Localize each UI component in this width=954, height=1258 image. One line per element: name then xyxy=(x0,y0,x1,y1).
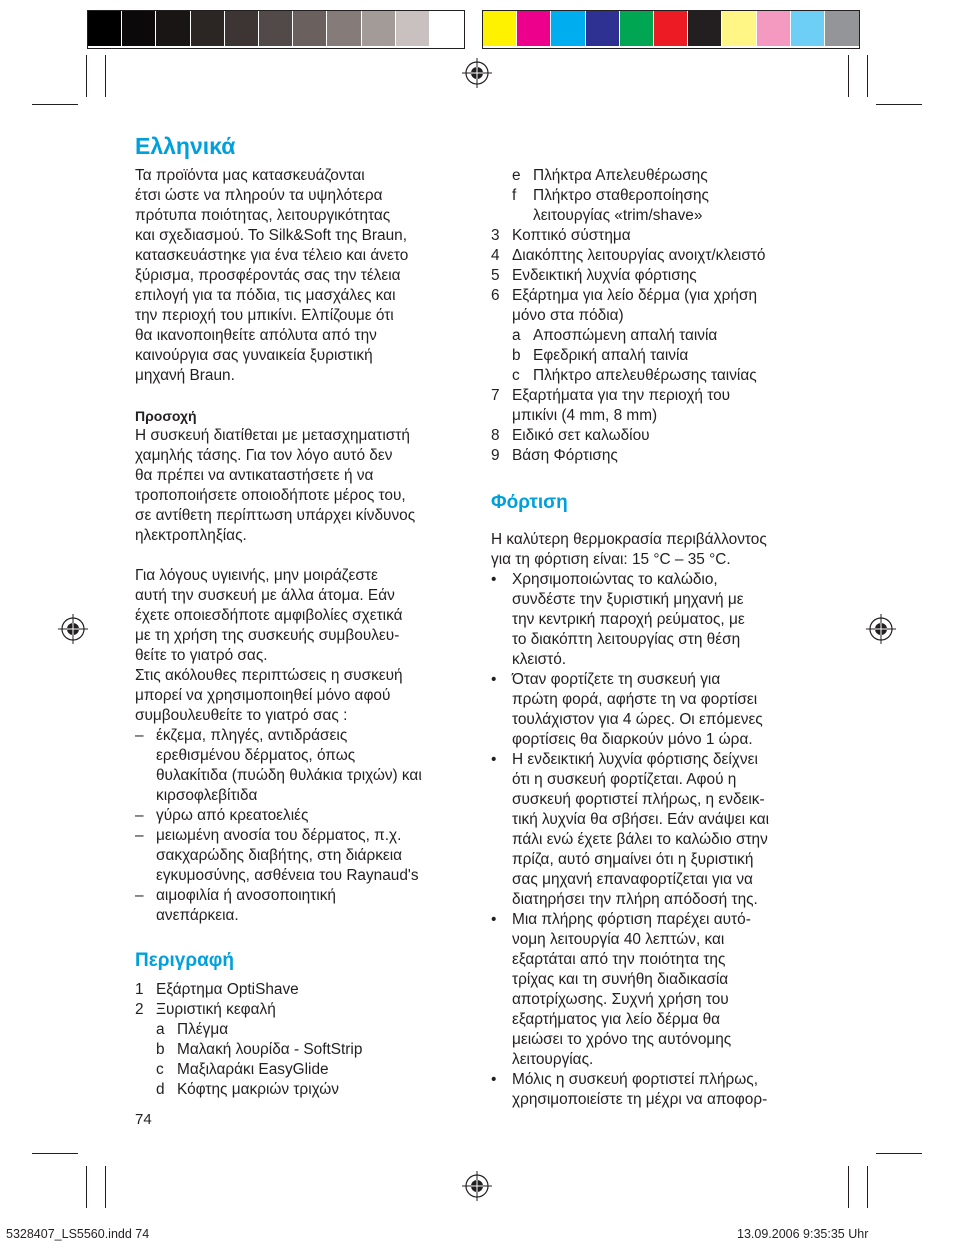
text-line: σε αντίθετη περίπτωση υπάρχει κίνδυνος xyxy=(135,507,416,524)
charging-bullet xyxy=(491,750,831,770)
description-heading: Περιγραφή xyxy=(135,950,234,971)
list-item-text: Ειδικό σετ καλωδίου xyxy=(512,427,650,444)
charging-bullet xyxy=(491,1070,831,1090)
list-marker: e xyxy=(512,167,521,184)
list-item-text: Βάση Φόρτισης xyxy=(512,447,618,464)
list-item-continuation: τουλάχιστον για 4 ώρες. Οι επόμενες xyxy=(512,711,763,728)
footer-file-info: 5328407_LS5560.indd 74 xyxy=(6,1227,150,1241)
charging-bullet xyxy=(491,670,831,690)
list-marker: b xyxy=(156,1041,165,1058)
list-item-text: Αποσπώμενη απαλή ταινία xyxy=(533,327,718,344)
description-item xyxy=(491,326,831,346)
text-line: θα ικανοποιηθείτε απόλυτα από την xyxy=(135,327,377,344)
list-marker: 6 xyxy=(491,287,500,304)
text-line: πρότυπα ποιότητας, λειτουργικότητας xyxy=(135,207,391,224)
grayscale-swatch xyxy=(293,11,327,46)
text-line: κατασκευάστηκε για ένα τέλειο και άνετο xyxy=(135,247,409,264)
list-item-text: Μόλις η συσκευή φορτιστεί πλήρως, xyxy=(512,1071,759,1088)
description-item xyxy=(491,366,831,386)
color-swatch xyxy=(791,11,825,46)
color-swatch xyxy=(825,11,859,46)
list-marker: b xyxy=(512,347,521,364)
text-line: ηλεκτροπληξίας. xyxy=(135,527,247,544)
list-marker: 5 xyxy=(491,267,500,284)
list-item-continuation: σακχαρώδης διαβήτης, στη διάρκεια xyxy=(156,847,403,864)
list-marker: – xyxy=(135,807,144,824)
list-item-text: έκζεμα, πληγές, αντιδράσεις xyxy=(156,727,348,744)
list-item-text: Εξαρτήματα για την περιοχή του xyxy=(512,387,731,404)
list-item-text: Πλήκτρα Απελευθέρωσης xyxy=(533,167,708,184)
contraindication-item xyxy=(135,826,475,846)
crop-mark xyxy=(32,104,78,105)
grayscale-swatch xyxy=(362,11,396,46)
description-item xyxy=(491,386,831,406)
list-item-continuation: σας μηχανή επαναφορτίζεται για να xyxy=(512,871,753,888)
crop-mark xyxy=(876,1153,922,1154)
page-title: Ελληνικά xyxy=(135,133,236,159)
list-item-continuation: πρώτη φορά, αφήστε τη να φορτίσει xyxy=(512,691,758,708)
registration-mark-icon xyxy=(866,614,896,644)
left-column xyxy=(135,166,475,1100)
list-item-continuation: τική λυχνία θα σβήσει. Εάν ανάψει και xyxy=(512,811,770,828)
color-swatch xyxy=(620,11,654,46)
list-item-continuation: χρησιμοποιείστε τη μέχρι να αποφορ- xyxy=(512,1091,768,1108)
color-swatch xyxy=(517,11,551,46)
list-item-text: Μια πλήρης φόρτιση παρέχει αυτό- xyxy=(512,911,751,928)
registration-mark-icon xyxy=(462,1171,492,1201)
description-item xyxy=(491,426,831,446)
charging-heading: Φόρτιση xyxy=(491,492,568,513)
list-item-continuation: μπικίνι (4 mm, 8 mm) xyxy=(512,407,658,424)
list-item-continuation: συνδέστε την ξυριστική μηχανή με xyxy=(512,591,744,608)
list-item-continuation: τρίχας και τη συνήθη διαδικασία xyxy=(512,971,729,988)
list-item-continuation: λειτουργίας «trim/shave» xyxy=(533,207,703,224)
list-marker: • xyxy=(491,911,497,928)
description-item xyxy=(491,246,831,266)
description-item xyxy=(135,1000,475,1020)
grayscale-swatch xyxy=(88,11,122,46)
crop-mark xyxy=(848,1166,849,1208)
list-item-continuation: ότι η συσκευή φορτίζεται. Αφού η xyxy=(512,771,737,788)
description-item xyxy=(491,446,831,466)
charging-intro xyxy=(491,530,831,570)
list-item-continuation: εγκυμοσύνης, ασθένεια του Raynaud's xyxy=(156,867,419,884)
text-line: έχετε οποιεσδήποτε αμφιβολίες σχετικά xyxy=(135,607,403,624)
list-item-continuation: πρίζα, αυτό σημαίνει ότι η ξυριστική xyxy=(512,851,754,868)
text-line: θα πρέπει να αντικαταστήσετε ή να xyxy=(135,467,374,484)
text-line: Η συσκευή διατίθεται με μετασχηματιστή xyxy=(135,427,410,444)
crop-mark xyxy=(867,1166,868,1208)
list-marker: 8 xyxy=(491,427,500,444)
intro-paragraph xyxy=(135,166,475,386)
text-line: χαμηλής τάσης. Για τον λόγο αυτό δεν xyxy=(135,447,393,464)
grayscale-color-bar xyxy=(87,10,465,49)
color-swatch xyxy=(586,11,620,46)
list-marker: – xyxy=(135,827,144,844)
text-line: επιλογή για τα πόδια, τις μασχάλες και xyxy=(135,287,396,304)
list-item-text: Χρησιμοποιώντας το καλώδιο, xyxy=(512,571,718,588)
list-item-continuation: εξαρτήματος για λείο δέρμα θα xyxy=(512,1011,721,1028)
right-column xyxy=(491,166,831,1110)
crop-mark xyxy=(32,1153,78,1154)
list-item-continuation: διατηρήσει την πλήρη απόδοσή της. xyxy=(512,891,758,908)
text-line: την περιοχή του μπικίνι. Ελπίζουμε ότι xyxy=(135,307,394,324)
list-marker: – xyxy=(135,727,144,744)
list-item-text: Πλήκτρο απελευθέρωσης ταινίας xyxy=(533,367,757,384)
color-swatch xyxy=(688,11,722,46)
hygiene-paragraph xyxy=(135,566,475,726)
list-marker: • xyxy=(491,751,497,768)
description-item xyxy=(135,1080,475,1100)
description-item xyxy=(491,226,831,246)
description-item xyxy=(491,346,831,366)
grayscale-swatch xyxy=(225,11,259,46)
list-item-continuation: κιρσοφλεβίτιδα xyxy=(156,787,258,804)
process-color-bar xyxy=(482,10,860,49)
color-swatch xyxy=(722,11,756,46)
list-marker: a xyxy=(512,327,521,344)
list-item-text: Μαξιλαράκι EasyGlide xyxy=(177,1061,329,1078)
list-item-text: Εφεδρική απαλή ταινία xyxy=(533,347,689,364)
list-item-text: Πλήκτρο σταθεροποίησης xyxy=(533,187,709,204)
grayscale-swatch xyxy=(259,11,293,46)
crop-mark xyxy=(105,55,106,97)
list-marker: • xyxy=(491,1071,497,1088)
text-line: τροποποιήσετε οποιοδήποτε μέρος του, xyxy=(135,487,406,504)
list-item-continuation: εξαρτάται από την ποιότητα της xyxy=(512,951,726,968)
list-marker: • xyxy=(491,571,497,588)
list-item-continuation: πάλι ενώ έχετε βάλει το καλώδιο στην xyxy=(512,831,768,848)
list-marker: 7 xyxy=(491,387,500,404)
charging-bullet xyxy=(491,570,831,590)
list-item-continuation: συσκευή φορτιστεί πλήρως, η ενδεικ- xyxy=(512,791,765,808)
list-marker: c xyxy=(156,1061,164,1078)
contraindication-item xyxy=(135,886,475,906)
list-marker: d xyxy=(156,1081,165,1098)
crop-mark xyxy=(876,104,922,105)
list-item-text: Πλέγμα xyxy=(177,1021,229,1038)
text-line: Τα προϊόντα μας κατασκευάζονται xyxy=(135,167,365,184)
description-item xyxy=(135,1020,475,1040)
list-item-continuation: κλειστό. xyxy=(512,651,567,668)
grayscale-swatch xyxy=(396,11,430,46)
grayscale-swatch xyxy=(191,11,225,46)
list-marker: f xyxy=(512,187,517,204)
list-item-continuation: το διακόπτη λειτουργίας στη θέση xyxy=(512,631,741,648)
description-item xyxy=(491,286,831,306)
description-list-continued xyxy=(491,166,831,466)
list-item-text: Όταν φορτίζετε τη συσκευή για xyxy=(512,671,721,688)
list-item-continuation: φορτίσεις θα διαρκούν μόνο 1 ώρα. xyxy=(512,731,753,748)
caution-heading: Προσοχή xyxy=(135,408,197,424)
contraindication-list xyxy=(135,726,475,926)
list-item-text: Εξάρτημα OptiShave xyxy=(156,981,299,998)
description-item xyxy=(491,166,831,186)
list-item-text: Κόφτης μακριών τριχών xyxy=(177,1081,339,1098)
text-line: Η καλύτερη θερμοκρασία περιβάλλοντος xyxy=(491,531,767,548)
text-line: μηχανή Braun. xyxy=(135,367,235,384)
list-item-text: γύρω από κρεατοελιές xyxy=(156,807,309,824)
crop-mark xyxy=(848,55,849,97)
text-line: Για λόγους υγιεινής, μην μοιράζεστε xyxy=(135,567,378,584)
list-item-continuation: λειτουργίας. xyxy=(512,1051,594,1068)
text-line: καινούργια σας γυναικεία ξυριστική xyxy=(135,347,373,364)
text-line: έτσι ώστε να πληρούν τα υψηλότερα xyxy=(135,187,383,204)
color-swatch xyxy=(654,11,688,46)
list-item-text: Μαλακή λουρίδα - SoftStrip xyxy=(177,1041,363,1058)
text-line: συμβουλευθείτε το γιατρό σας : xyxy=(135,707,348,724)
grayscale-swatch xyxy=(430,11,464,46)
list-marker: 1 xyxy=(135,981,144,998)
page-number: 74 xyxy=(135,1111,152,1128)
list-marker: 4 xyxy=(491,247,500,264)
registration-mark-icon xyxy=(462,58,492,88)
crop-mark xyxy=(867,55,868,97)
list-marker: 3 xyxy=(491,227,500,244)
list-item-continuation: θυλακίτιδα (πυώδη θυλάκια τριχών) και xyxy=(156,767,422,784)
charging-bullet-list xyxy=(491,570,831,1110)
text-line: ξύρισμα, προσφέροντάς σας την τέλεια xyxy=(135,267,401,284)
description-item xyxy=(135,1060,475,1080)
list-item-continuation: ανεπάρκεια. xyxy=(156,907,239,924)
grayscale-swatch xyxy=(327,11,361,46)
description-item xyxy=(135,980,475,1000)
list-item-text: Διακόπτης λειτουργίας ανοιχτ/κλειστό xyxy=(512,247,766,264)
list-item-text: αιμοφιλία ή ανοσοποιητική xyxy=(156,887,336,904)
charging-bullet xyxy=(491,910,831,930)
text-line: για τη φόρτιση είναι: 15 °C – 35 °C. xyxy=(491,551,731,568)
color-swatch xyxy=(483,11,517,46)
list-item-text: Εξάρτημα για λείο δέρμα (για χρήση xyxy=(512,287,758,304)
text-line: αυτή την συσκευή με άλλα άτομα. Εάν xyxy=(135,587,395,604)
list-item-continuation: την κεντρική παροχή ρεύματος, με xyxy=(512,611,745,628)
text-line: και σχεδιασμού. Το Silk&Soft της Braun, xyxy=(135,227,407,244)
crop-mark xyxy=(105,1166,106,1208)
list-item-continuation: μόνο στα πόδια) xyxy=(512,307,624,324)
registration-mark-icon xyxy=(58,614,88,644)
text-line: θείτε το γιατρό σας. xyxy=(135,647,268,664)
list-marker: c xyxy=(512,367,520,384)
footer-timestamp: 13.09.2006 9:35:35 Uhr xyxy=(737,1227,869,1241)
caution-paragraph xyxy=(135,426,475,546)
list-marker: 2 xyxy=(135,1001,144,1018)
list-item-continuation: ερεθισμένου δέρματος, όπως xyxy=(156,747,356,764)
crop-mark xyxy=(86,1166,87,1208)
color-swatch xyxy=(551,11,585,46)
color-swatch xyxy=(757,11,791,46)
grayscale-swatch xyxy=(156,11,190,46)
list-item-text: Η ενδεικτική λυχνία φόρτισης δείχνει xyxy=(512,751,758,768)
list-item-text: Ενδεικτική λυχνία φόρτισης xyxy=(512,267,697,284)
crop-mark xyxy=(86,55,87,97)
list-item-continuation: μειώσει το χρόνο της αυτόνομης xyxy=(512,1031,732,1048)
contraindication-item xyxy=(135,806,475,826)
list-marker: 9 xyxy=(491,447,500,464)
list-item-continuation: αποτρίχωσης. Συχνή χρήση του xyxy=(512,991,729,1008)
text-line: με τη χρήση της συσκευής συμβουλευ- xyxy=(135,627,400,644)
list-item-text: Ξυριστική κεφαλή xyxy=(156,1001,276,1018)
description-item xyxy=(491,266,831,286)
grayscale-swatch xyxy=(122,11,156,46)
description-item xyxy=(135,1040,475,1060)
list-item-text: μειωμένη ανοσία του δέρματος, π.χ. xyxy=(156,827,402,844)
text-line: Στις ακόλουθες περιπτώσεις η συσκευή xyxy=(135,667,403,684)
list-marker: a xyxy=(156,1021,165,1038)
description-list xyxy=(135,980,475,1100)
list-item-text: Κοπτικό σύστημα xyxy=(512,227,631,244)
contraindication-item xyxy=(135,726,475,746)
list-marker: • xyxy=(491,671,497,688)
list-marker: – xyxy=(135,887,144,904)
list-item-continuation: νομη λειτουργία 40 λεπτών, και xyxy=(512,931,725,948)
text-line: μπορεί να χρησιμοποιηθεί μόνο αφού xyxy=(135,687,391,704)
description-item xyxy=(491,186,831,206)
